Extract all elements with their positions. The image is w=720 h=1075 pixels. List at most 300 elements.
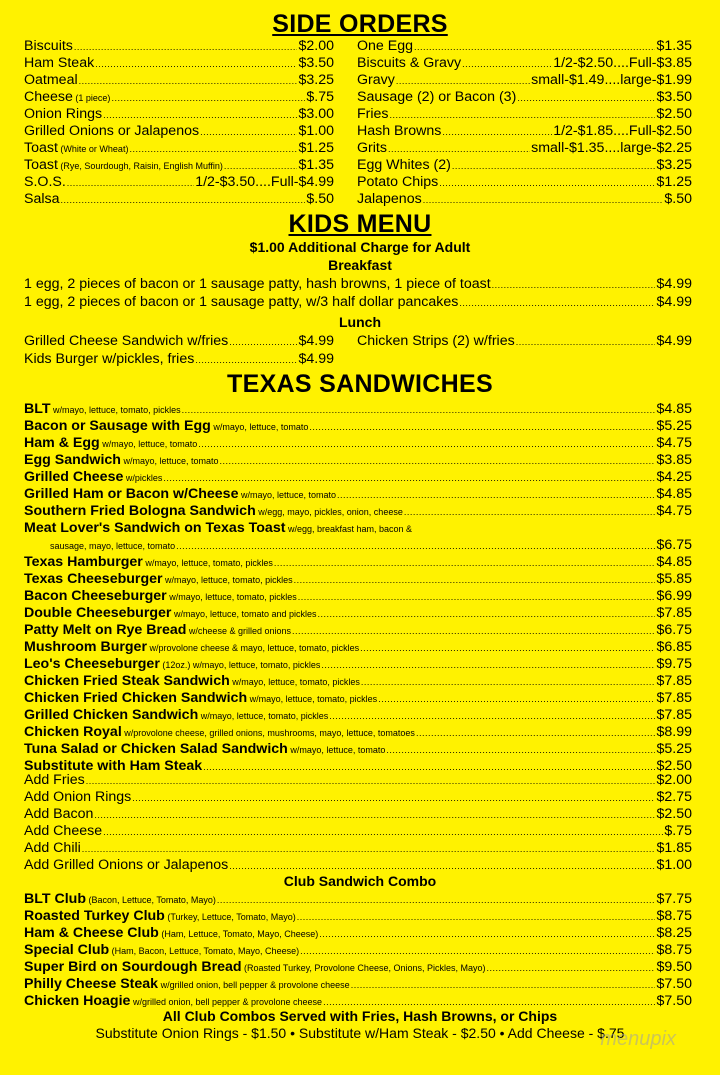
sandwich-item: [24, 571, 692, 589]
dot-leader: [516, 337, 656, 347]
menu-item-label: [357, 106, 389, 123]
menu-item-name: Fries: [357, 106, 389, 122]
side-orders-title: SIDE ORDERS: [272, 10, 448, 38]
menu-item-name: Grits: [357, 140, 387, 156]
sandwich-item: [24, 588, 692, 606]
dot-leader: [103, 110, 297, 120]
menu-item-note: w/mayo, lettuce, tomato: [287, 745, 386, 755]
side-order-item: [24, 123, 334, 140]
menu-item-label: [24, 351, 194, 368]
menu-item-name: Ham Steak: [24, 55, 95, 71]
menu-item-price: $6.75: [656, 622, 692, 638]
menu-item-name: Potato Chips: [357, 174, 439, 190]
menu-item-name: Add Fries: [24, 772, 85, 788]
dot-leader: [309, 422, 655, 432]
menu-item-name: Bacon Cheeseburger: [24, 588, 167, 604]
menu-item-name: Grilled Onions or Jalapenos: [24, 123, 200, 139]
dot-leader: [195, 355, 297, 365]
menu-item-label: [24, 520, 412, 538]
menu-item-label: [24, 571, 293, 589]
menu-item-note: w/mayo, lettuce, tomato, pickles: [162, 575, 293, 585]
club-combo-item: [24, 891, 692, 909]
menu-item-note: w/mayo, lettuce, tomato, pickles: [50, 405, 181, 415]
menu-item-price: $4.99: [298, 351, 334, 367]
menu-item-name: Grilled Cheese: [24, 469, 124, 485]
menu-item-name: Add Bacon: [24, 806, 94, 822]
dot-leader: [203, 762, 655, 772]
sandwich-item: [24, 707, 692, 725]
club-combo-item: [24, 959, 692, 977]
menu-item-note: w/mayo, lettuce, tomato, pickles: [166, 592, 297, 602]
menu-item-label: [24, 908, 296, 926]
menu-item-label: [24, 435, 197, 453]
side-order-item: [24, 106, 334, 123]
menu-item-name: Texas Hamburger: [24, 554, 143, 570]
dot-leader: [452, 161, 656, 171]
menu-item-price: $2.00: [656, 772, 692, 788]
club-footer-substitutes: Substitute Onion Rings - $1.50 • Substitute w/Ham Steak - $2.50 • Add Cheese - $.75: [95, 1025, 625, 1041]
breakfast-label: Breakfast: [328, 257, 392, 273]
menu-item-price: $3.00: [298, 106, 334, 122]
dot-leader: [492, 280, 656, 290]
menu-item-label: [357, 38, 413, 55]
menu-item-name: Meat Lover's Sandwich on Texas Toast: [24, 520, 286, 536]
menu-item-price: $3.50: [656, 89, 692, 105]
kids-breakfast-item: [24, 294, 692, 311]
menu-item-label: [50, 537, 175, 555]
menu-item-note: w/pickles: [123, 473, 163, 483]
menu-item-price: $7.85: [656, 707, 692, 723]
menu-item-label: [357, 333, 515, 350]
sandwich-item: [24, 418, 692, 436]
menu-item-price: $6.75: [656, 537, 692, 553]
menu-item-label: [357, 89, 516, 106]
menu-item-label: [357, 140, 387, 157]
addon-item: [24, 806, 692, 823]
menu-item-label: [24, 401, 181, 419]
dot-leader: [442, 127, 552, 137]
side-order-item: [357, 140, 692, 157]
dot-leader: [300, 946, 655, 956]
sandwich-item: [50, 537, 692, 555]
dot-leader: [439, 178, 655, 188]
menu-item-label: [24, 106, 102, 123]
menu-item-note: w/mayo, lettuce, tomato, pickles: [229, 677, 360, 687]
menu-item-name: Cheese: [24, 89, 73, 105]
menu-item-label: [357, 191, 422, 208]
menu-item-name: Gravy: [357, 72, 395, 88]
menu-item-price: $2.50: [656, 806, 692, 822]
menu-item-label: [24, 333, 228, 350]
menu-item-price: $2.00: [298, 38, 334, 54]
side-order-item: [24, 157, 334, 175]
dot-leader: [200, 127, 297, 137]
menu-item-note: w/cheese & grilled onions: [186, 626, 291, 636]
menu-item-name: Add Onion Rings: [24, 789, 132, 805]
menu-item-note: w/mayo, lettuce, tomato: [120, 456, 219, 466]
menu-item-price: $4.85: [656, 401, 692, 417]
menu-item-note: w/egg, mayo, pickles, onion, cheese: [255, 507, 403, 517]
menu-item-price: $1.25: [298, 140, 334, 156]
menu-item-label: [24, 806, 93, 823]
dot-leader: [129, 144, 297, 154]
menu-item-label: [24, 38, 73, 55]
dot-leader: [396, 76, 530, 86]
dot-leader: [67, 178, 194, 188]
menu-item-price: $4.99: [656, 276, 692, 292]
dot-leader: [423, 195, 664, 205]
menu-item-label: [357, 174, 438, 191]
dot-leader: [297, 912, 656, 922]
menu-item-note: (Ham, Lettuce, Tomato, Mayo, Cheese): [158, 929, 319, 939]
dot-leader: [229, 337, 297, 347]
menu-item-label: [24, 772, 85, 789]
menu-item-label: [24, 639, 359, 657]
addon-item: [24, 823, 692, 840]
menu-item-price: $1.00: [656, 857, 692, 873]
club-combo-item: [24, 942, 692, 960]
dot-leader: [163, 473, 655, 483]
menu-item-label: [24, 840, 81, 857]
menu-item-price: $7.85: [656, 690, 692, 706]
menu-item-note: (White or Wheat): [57, 144, 129, 154]
club-combo-item: [24, 976, 692, 994]
dot-leader: [390, 110, 656, 120]
menu-item-label: [24, 976, 350, 994]
texas-sandwiches-title: TEXAS SANDWICHES: [227, 370, 493, 398]
menu-item-name: Hash Browns: [357, 123, 442, 139]
menu-item-note: w/mayo, lettuce, tomato: [238, 490, 337, 500]
menu-item-note: w/mayo, lettuce, tomato: [99, 439, 198, 449]
menu-item-price: $7.85: [656, 673, 692, 689]
menu-item-label: [24, 656, 320, 674]
dot-leader: [321, 660, 655, 670]
menu-item-price: $9.75: [656, 656, 692, 672]
menu-item-label: [24, 622, 291, 640]
menu-item-name: BLT: [24, 401, 51, 417]
menu-item-note: w/mayo, lettuce, tomato: [210, 422, 309, 432]
menu-item-name: 1 egg, 2 pieces of bacon or 1 sausage patty, hash browns, 1 piece of toast: [24, 276, 491, 292]
dot-leader: [378, 694, 655, 704]
kids-breakfast-item: [24, 276, 692, 293]
menu-item-price: $1.85: [656, 840, 692, 856]
menu-item-price: $1.25: [656, 174, 692, 190]
menu-item-name: Onion Rings: [24, 106, 103, 122]
dot-leader: [82, 844, 656, 854]
side-order-item: [357, 123, 692, 140]
menu-item-name: Add Chili: [24, 840, 81, 856]
dot-leader: [388, 144, 530, 154]
menu-item-name: Grilled Chicken Sandwich: [24, 707, 199, 723]
menu-item-note: w/mayo, lettuce, tomato, pickles: [198, 711, 329, 721]
menu-item-name: Sausage (2) or Bacon (3): [357, 89, 517, 105]
dot-leader: [298, 592, 656, 602]
menu-item-name: Chicken Royal: [24, 724, 122, 740]
menu-item-price: $8.25: [656, 925, 692, 941]
menu-item-price: $4.99: [298, 333, 334, 349]
dot-leader: [224, 161, 298, 171]
menu-item-price: 1/2-$3.50....Full-$4.99: [195, 174, 334, 190]
menu-item-name: Special Club: [24, 942, 110, 958]
dot-leader: [86, 776, 656, 786]
addon-item: [24, 772, 692, 789]
menu-item-name: Southern Fried Bologna Sandwich: [24, 503, 256, 519]
menu-item-price: $3.25: [656, 157, 692, 173]
menu-item-label: [24, 823, 102, 840]
side-order-item: [24, 191, 334, 208]
sandwich-item: [24, 503, 692, 521]
dot-leader: [274, 558, 656, 568]
menu-item-name: Salsa: [24, 191, 60, 207]
menu-item-note: (Ham, Bacon, Lettuce, Tomato, Mayo, Cheese): [109, 946, 300, 956]
menu-item-label: [24, 191, 60, 208]
menu-item-note: w/provolone cheese & mayo, lettuce, tomato, pickles: [146, 643, 360, 653]
addon-item: [24, 840, 692, 857]
sandwich-item: [24, 639, 692, 657]
menu-item-label: [24, 418, 308, 436]
menu-item-label: [24, 857, 228, 874]
dot-leader: [404, 507, 656, 517]
menu-item-label: [24, 942, 299, 960]
menu-item-price: $4.85: [656, 486, 692, 502]
side-order-item: [357, 106, 692, 123]
menu-item-label: [24, 174, 66, 191]
club-combo-item: [24, 908, 692, 926]
side-order-item: [357, 55, 692, 72]
dot-leader: [462, 59, 552, 69]
menu-item-name: Egg Sandwich: [24, 452, 121, 468]
menu-item-label: [24, 673, 360, 691]
menu-item-price: $.50: [664, 191, 692, 207]
menu-item-label: [24, 741, 385, 759]
menu-item-name: Leo's Cheeseburger: [24, 656, 160, 672]
menu-item-price: $1.35: [298, 157, 334, 173]
menu-item-note: w/egg, breakfast ham, bacon &: [285, 524, 413, 534]
side-order-item: [24, 38, 334, 55]
menu-item-name: Add Cheese: [24, 823, 103, 839]
sandwich-item: [24, 486, 692, 504]
menu-item-label: [24, 959, 486, 977]
menu-item-price: $3.25: [298, 72, 334, 88]
dot-leader: [95, 59, 297, 69]
sandwich-item: [24, 724, 692, 742]
kids-menu-title: KIDS MENU: [288, 210, 432, 238]
menu-item-name: Jalapenos: [357, 191, 422, 207]
menu-item-label: [24, 891, 216, 909]
menu-item-price: $1.35: [656, 38, 692, 54]
adult-charge-note: $1.00 Additional Charge for Adult: [249, 239, 471, 255]
menu-item-note: (Turkey, Lettuce, Tomato, Mayo): [164, 912, 296, 922]
menu-item-note: w/grilled onion, bell pepper & provolone cheese: [158, 980, 350, 990]
side-order-item: [357, 72, 692, 89]
sandwich-item: [24, 605, 692, 623]
menu-item-price: $4.75: [656, 503, 692, 519]
menu-item-name: Patty Melt on Rye Bread: [24, 622, 187, 638]
dot-leader: [74, 42, 298, 52]
menu-item-label: [24, 588, 297, 606]
menu-item-label: [24, 789, 131, 806]
menu-item-price: $7.75: [656, 891, 692, 907]
sandwich-item: [24, 656, 692, 674]
sandwich-item: [24, 741, 692, 759]
menu-item-note: (1 piece): [72, 93, 111, 103]
menu-item-price: $.75: [306, 89, 334, 105]
sandwich-item: [24, 673, 692, 691]
sandwich-item: [24, 435, 692, 453]
menu-item-price: $4.85: [656, 554, 692, 570]
menu-item-price: $4.25: [656, 469, 692, 485]
menu-item-label: [24, 157, 223, 175]
menu-item-price: $2.75: [656, 789, 692, 805]
menu-item-name: Texas Cheeseburger: [24, 571, 163, 587]
club-combo-item: [24, 925, 692, 943]
menu-item-note: w/mayo, lettuce, tomato, pickles: [247, 694, 378, 704]
menu-item-name: 1 egg, 2 pieces of bacon or 1 sausage patty, w/3 half dollar pancakes: [24, 294, 459, 310]
menu-item-price: $6.85: [656, 639, 692, 655]
menu-item-label: [24, 707, 328, 725]
dot-leader: [386, 745, 655, 755]
menu-item-note: sausage, mayo, lettuce, tomato: [50, 541, 176, 551]
dot-leader: [94, 810, 655, 820]
dot-leader: [360, 643, 655, 653]
menu-item-name: BLT Club: [24, 891, 86, 907]
kids-lunch-item: [24, 351, 334, 368]
menu-item-label: [24, 452, 219, 470]
dot-leader: [517, 93, 655, 103]
menu-item-name: Biscuits & Gravy: [357, 55, 462, 71]
sandwich-item: [24, 401, 692, 419]
menu-item-price: $6.99: [656, 588, 692, 604]
kids-lunch-item: [24, 333, 334, 350]
menu-item-price: $5.85: [656, 571, 692, 587]
menu-item-name: Toast: [24, 140, 58, 156]
menu-item-name: Chicken Fried Steak Sandwich: [24, 673, 230, 689]
menu-item-price: $8.75: [656, 908, 692, 924]
menu-item-name: Ham & Cheese Club: [24, 925, 159, 941]
menu-item-price: $8.75: [656, 942, 692, 958]
side-order-item: [24, 174, 334, 191]
menu-item-note: (Rye, Sourdough, Raisin, English Muffin): [57, 161, 223, 171]
menu-item-label: [24, 89, 110, 107]
menu-item-price: $4.75: [656, 435, 692, 451]
dot-leader: [361, 677, 656, 687]
dot-leader: [132, 793, 655, 803]
dot-leader: [337, 490, 655, 500]
menu-item-label: [24, 469, 162, 487]
menu-item-price: $9.50: [656, 959, 692, 975]
dot-leader: [103, 827, 663, 837]
menu-item-label: [24, 123, 199, 140]
menu-item-note: w/grilled onion, bell pepper & provolone cheese: [130, 997, 323, 1007]
menu-item-name: Mushroom Burger: [24, 639, 147, 655]
side-order-item: [357, 174, 692, 191]
menu-item-name: Chicken Fried Chicken Sandwich: [24, 690, 248, 706]
menu-item-label: [24, 140, 128, 158]
menu-item-label: [357, 72, 395, 89]
dot-leader: [319, 929, 655, 939]
dot-leader: [61, 195, 306, 205]
menu-item-name: Kids Burger w/pickles, fries: [24, 351, 195, 367]
dot-leader: [323, 997, 655, 1007]
menu-item-label: [357, 157, 451, 174]
menu-item-name: Add Grilled Onions or Jalapenos: [24, 857, 229, 873]
menu-item-label: [24, 690, 377, 708]
sandwich-item: [24, 452, 692, 470]
menu-item-label: [24, 72, 78, 89]
menu-item-name: Roasted Turkey Club: [24, 908, 165, 924]
menu-item-price: $2.50: [656, 758, 692, 774]
side-order-item: [357, 191, 692, 208]
menu-item-price: $1.00: [298, 123, 334, 139]
sandwich-item: [24, 554, 692, 572]
dot-leader: [229, 861, 655, 871]
dot-leader: [351, 980, 656, 990]
dot-leader: [292, 626, 656, 636]
menu-item-price: $4.99: [656, 333, 692, 349]
menu-item-price: small-$1.35....large-$2.25: [531, 140, 692, 156]
menu-item-price: $5.25: [656, 418, 692, 434]
menu-item-label: [24, 486, 336, 504]
sandwich-item: [24, 622, 692, 640]
menu-item-label: [24, 503, 403, 521]
dot-leader: [318, 609, 656, 619]
menu-item-note: w/mayo, lettuce, tomato and pickles: [171, 609, 317, 619]
menu-item-label: [357, 123, 441, 140]
menu-item-price: $8.99: [656, 724, 692, 740]
menu-item-label: [24, 925, 318, 943]
menu-item-price: 1/2-$1.85....Full-$2.50: [553, 123, 692, 139]
menu-item-price: $.75: [664, 823, 692, 839]
menu-item-price: $3.50: [298, 55, 334, 71]
side-order-item: [24, 89, 334, 107]
side-order-item: [24, 72, 334, 89]
sandwich-item: [24, 469, 692, 487]
club-combo-title: Club Sandwich Combo: [283, 873, 437, 889]
dot-leader: [487, 963, 656, 973]
menu-item-name: Toast: [24, 157, 58, 173]
menu-item-label: [24, 554, 273, 572]
menu-item-price: $3.85: [656, 452, 692, 468]
dot-leader: [111, 93, 305, 103]
side-order-item: [357, 38, 692, 55]
dot-leader: [198, 439, 655, 449]
dot-leader: [217, 895, 656, 905]
side-order-item: [357, 89, 692, 106]
menu-item-price: $7.85: [656, 605, 692, 621]
sandwich-item: [24, 520, 692, 538]
club-footer-served-with: All Club Combos Served with Fries, Hash Browns, or Chips: [162, 1008, 558, 1024]
menu-item-name: One Egg: [357, 38, 414, 54]
menu-item-name: Philly Cheese Steak: [24, 976, 159, 992]
menu-item-name: Grilled Ham or Bacon w/Cheese: [24, 486, 239, 502]
dot-leader: [416, 728, 656, 738]
dot-leader: [459, 298, 655, 308]
menu-item-name: Grilled Cheese Sandwich w/fries: [24, 333, 229, 349]
menu-item-price: $5.25: [656, 741, 692, 757]
menu-item-name: Biscuits: [24, 38, 73, 54]
lunch-label: Lunch: [339, 314, 381, 330]
side-order-item: [357, 157, 692, 174]
menu-item-label: [24, 276, 491, 293]
menu-item-name: S.O.S.: [24, 174, 66, 190]
menu-item-name: Tuna Salad or Chicken Salad Sandwich: [24, 741, 288, 757]
dot-leader: [176, 541, 655, 551]
menu-item-label: [24, 294, 458, 311]
menu-item-price: 1/2-$2.50....Full-$3.85: [553, 55, 692, 71]
menu-item-note: w/mayo, lettuce, tomato, pickles: [142, 558, 273, 568]
menu-item-note: (Roasted Turkey, Provolone Cheese, Onions, Pickles, Mayo): [241, 963, 486, 973]
side-order-item: [24, 140, 334, 158]
